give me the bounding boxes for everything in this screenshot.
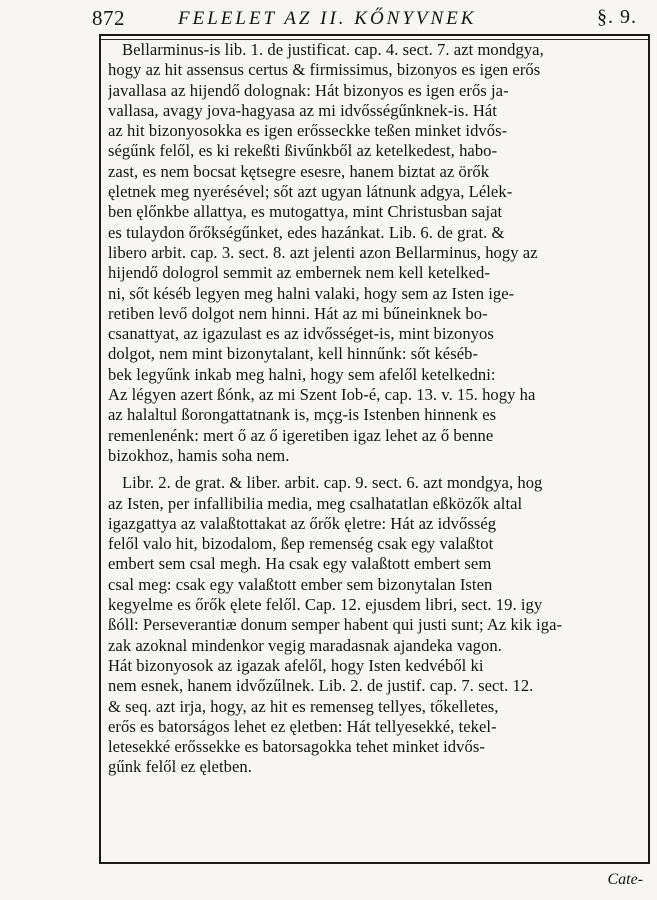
text-line: Az légyen azert ßónk, az mi Szent Iob-é, cap. 13. v. 15. hogy ha	[108, 385, 536, 405]
text-line: Bellarminus-is lib. 1. de justificat. cap. 4. sect. 7. azt mondgya,	[122, 40, 544, 59]
text-line: zak azoknal mindenkor vegig maradasnak ajandeka vagon.	[108, 635, 502, 655]
page-number: 872	[92, 6, 125, 30]
text-line: nem esnek, hanem idvőzűlnek. Lib. 2. de justif. cap. 7. sect. 12.	[108, 676, 534, 696]
running-title: FELELET AZ II. KŐNYVNEK	[178, 8, 477, 29]
text-line: igazgattya az valaßtottakat az őrők ęletre: Hát az idvősség	[108, 513, 497, 533]
section-mark: §. 9.	[597, 6, 637, 28]
text-line: ęletnek meg nyerésével; sőt azt ugyan látnunk adgya, Lélek-	[108, 182, 513, 202]
text-line: Hát bizonyosok az igazak afelől, hogy Isten kedvéből ki	[108, 655, 484, 675]
paragraph	[108, 40, 644, 466]
text-line: csanattyat, az igazulast es az idvősséget-is, mint bizonyos	[108, 324, 494, 344]
text-line: retiben levő dolgot nem hinni. Hát az mi bűneinknek bo-	[108, 303, 488, 323]
text-line: hijendő dologrol semmit az embernek nem kell ketelked-	[108, 263, 490, 283]
text-line: az Isten, per infallibilia media, meg csalhatatlan eßközők altal	[108, 493, 523, 513]
text-line: javallasa az hijendő dolognak: Hát bizonyos es igen erős ja-	[108, 80, 509, 100]
text-line: bizokhoz, hamis soha nem.	[108, 445, 290, 465]
text-line: & seq. azt irja, hogy, az hit es remenseg tellyes, tőkelletes,	[108, 696, 499, 716]
text-line: bek legyűnk inkab meg halni, hogy sem afelől ketelkedni:	[108, 364, 496, 384]
text-line: ségűnk felől, es ki rekeßti ßivűnkből az ketelkedest, habo-	[108, 141, 498, 161]
text-line: hogy az hit assensus certus & firmissimus, bizonyos es igen erős	[108, 60, 541, 80]
text-line: letesekké erőssekke es batorsagokka tehet minket idvős-	[108, 737, 485, 757]
text-line: vallasa, avagy jova-hagyasa az mi idvősségűnknek-is. Hát	[108, 100, 497, 120]
text-line: csal meg: csak egy valaßtott ember sem bizonytalan Isten	[108, 574, 493, 594]
text-line: remenlenénk: mert ő az ő igeretiben igaz lehet az ő benne	[108, 425, 494, 445]
body-text	[108, 40, 644, 778]
paragraph	[108, 473, 644, 777]
page-header	[92, 4, 647, 34]
text-line: ben ęlőnkbe allattya, es mutogattya, mint Christusban sajat	[108, 202, 503, 222]
text-line: ni, sőt késéb legyen meg halni valaki, hogy sem az Isten ige-	[108, 283, 515, 303]
text-line: dolgot, nem mint bizonytalant, kell hinnűnk: sőt késéb-	[108, 344, 479, 364]
text-line: es tulaydon őrőkségűnket, edes hazánkat. Lib. 6. de grat. &	[108, 222, 505, 242]
text-line: az hit bizonyosokka es igen erősseckke teßen minket idvős-	[108, 121, 508, 141]
text-line: libero arbit. cap. 3. sect. 8. azt jelenti azon Bellarminus, hogy az	[108, 242, 538, 262]
text-line: zast, es nem bocsat kętsegre esesre, hanem biztat az örők	[108, 161, 490, 181]
text-line: ßóll: Perseverantiæ donum semper habent qui justi sunt; Az kik iga-	[108, 615, 563, 635]
text-line: gűnk felől ez ęletben.	[108, 757, 252, 777]
catchword: Cate-	[607, 871, 643, 888]
text-line: az halaltul ßorongattatnank is, mçg-is Istenben hinnenk es	[108, 405, 497, 425]
text-line: erős es batorságos lehet ez ęletben: Hát tellyesekké, tekel-	[108, 716, 497, 736]
text-line: felől valo hit, bizodalom, ßep remenség csak egy valaßtot	[108, 534, 494, 554]
text-line: kegyelme es őrők ęlete felől. Cap. 12. ejusdem libri, sect. 19. igy	[108, 595, 543, 615]
text-line: Libr. 2. de grat. & liber. arbit. cap. 9. sect. 6. azt mondgya, hog	[122, 473, 543, 493]
text-line: embert sem csal megh. Ha csak egy valaßtott embert sem	[108, 554, 492, 574]
